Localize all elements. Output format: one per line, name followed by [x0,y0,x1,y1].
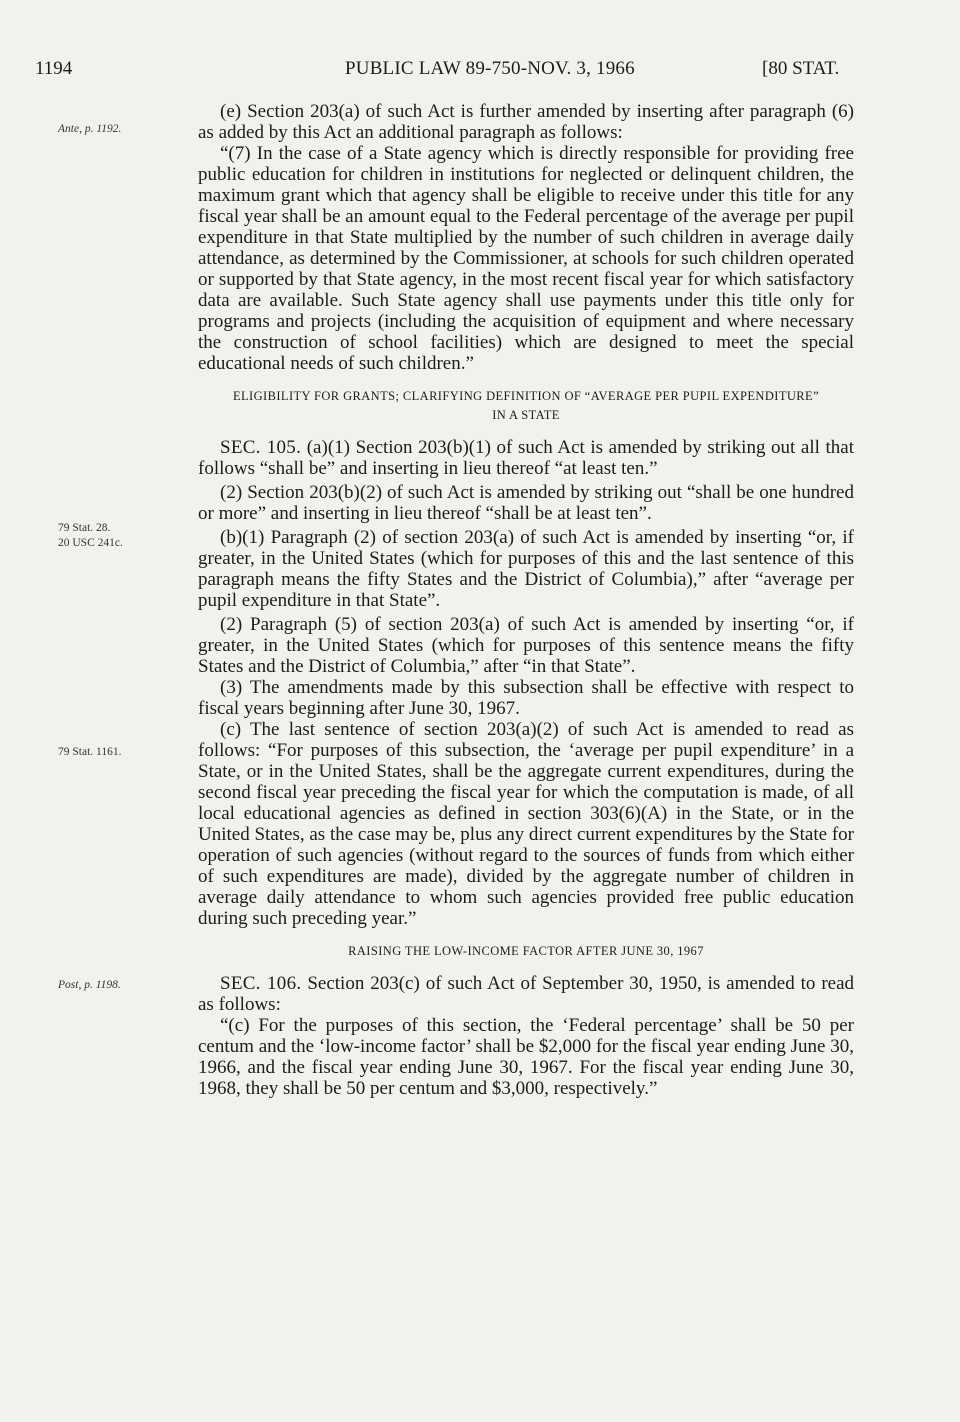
paragraph-7: “(7) In the case of a State agency which is directly responsible for providing free public education for children in institutions for neglected or delinquent children, the maximum grant which that agency shall be eligible to receive under this title for any fiscal year shall be an amount equal to the Federal percentage of the average per pupil expenditure in that State multiplied by the number of such children in average daily attendance, as determined by the Commissioner, at schools for such children operated or supported by that State agency, in the most recent fiscal year for which satisfactory data are available. Such State agency shall use payments under this title only for programs and projects (including the acquisition of equipment and where necessary the construction of school facilities) which are designed to meet the special educational needs of such children.” [198,143,854,374]
paragraph-105-a-1 [198,437,854,479]
paragraph-text: Section 203(c) of such Act of September 30, 1950, is amended to read as follows: [198,973,855,1015]
section-label-105: SEC. 105. [220,437,302,458]
margin-note-ante: Ante, p. 1192. [58,123,122,135]
paragraph-105-c: (c) The last sentence of section 203(a)(2) of such Act is amended to read as follows: “For purposes of this subsection, the ‘average per pupil expenditure’ in a State, or in the United States, shall be the aggregate current expenditures, during the second fiscal year preceding the fiscal year for which the computation is made, of all local educational agencies as defined in section 303(6)(A) in the State, or in the United States, as the case may be, plus any direct current expenditures by the State for operation of such agencies (without regard to the sources of funds from which either of such expenditures are made), divided by the aggregate number of children in average daily attendance to whom such agencies provided free public education during such preceding year.” [198,719,854,929]
page-number: 1194 [35,58,73,79]
paragraph-105-b-2: (2) Paragraph (5) of section 203(a) of such Act is amended by inserting “or, if greater, in the United States (which for purposes of this sentence means the fifty States and the District of Columbia,” after “in that State”. [198,614,854,677]
margin-note-79-stat-28 [58,521,176,551]
paragraph-105-b-1: (b)(1) Paragraph (2) of section 203(a) of such Act is amended by inserting “or, if greater, in the United States (which for purposes of this and the last sentence of this paragraph means the fifty States and the District of Columbia),” after “average per pupil expenditure in that State”. [198,527,854,611]
margin-note-line: 20 USC 241c. [58,537,123,549]
paragraph-105-a-2: (2) Section 203(b)(2) of such Act is amended by striking out “shall be one hundred or more” and inserting in lieu thereof “shall be at least ten”. [198,482,854,524]
paragraph-text: (a)(1) Section 203(b)(1) of such Act is amended by striking out all that follows “shall be” and inserting in lieu thereof “at least ten.” [198,437,854,479]
running-title: PUBLIC LAW 89-750-NOV. 3, 1966 [345,58,635,79]
paragraph-106-c: “(c) For the purposes of this section, the ‘Federal percentage’ shall be 50 per centum and the ‘low-income factor’ shall be $2,000 for the fiscal year ending June 30, 1966, and the fiscal year ending June 30, 1967. For the fiscal year ending June 30, 1968, they shall be 50 per centum and $3,000, respectively.” [198,1015,854,1099]
document-body [198,101,854,1099]
volume-reference: [80 STAT. [762,58,840,79]
margin-note-79-stat-1161: 79 Stat. 1161. [58,746,122,758]
page-header [0,58,960,88]
section-heading-105: ELIGIBILITY FOR GRANTS; CLARIFYING DEFINITION OF “AVERAGE PER PUPIL EXPENDITURE” IN A STATE [232,389,820,422]
paragraph-105-b-3: (3) The amendments made by this subsection shall be effective with respect to fiscal years beginning after June 30, 1967. [198,677,854,719]
margin-note-post: Post, p. 1198. [58,979,121,991]
paragraph-106 [198,973,854,1015]
section-label-106: SEC. 106. [220,973,302,994]
section-heading-106: RAISING THE LOW-INCOME FACTOR AFTER JUNE 30, 1967 [348,944,704,958]
margin-note-line: 79 Stat. 28. [58,522,111,534]
paragraph-e: (e) Section 203(a) of such Act is further amended by inserting after paragraph (6) as added by this Act an additional paragraph as follows: [198,101,854,143]
